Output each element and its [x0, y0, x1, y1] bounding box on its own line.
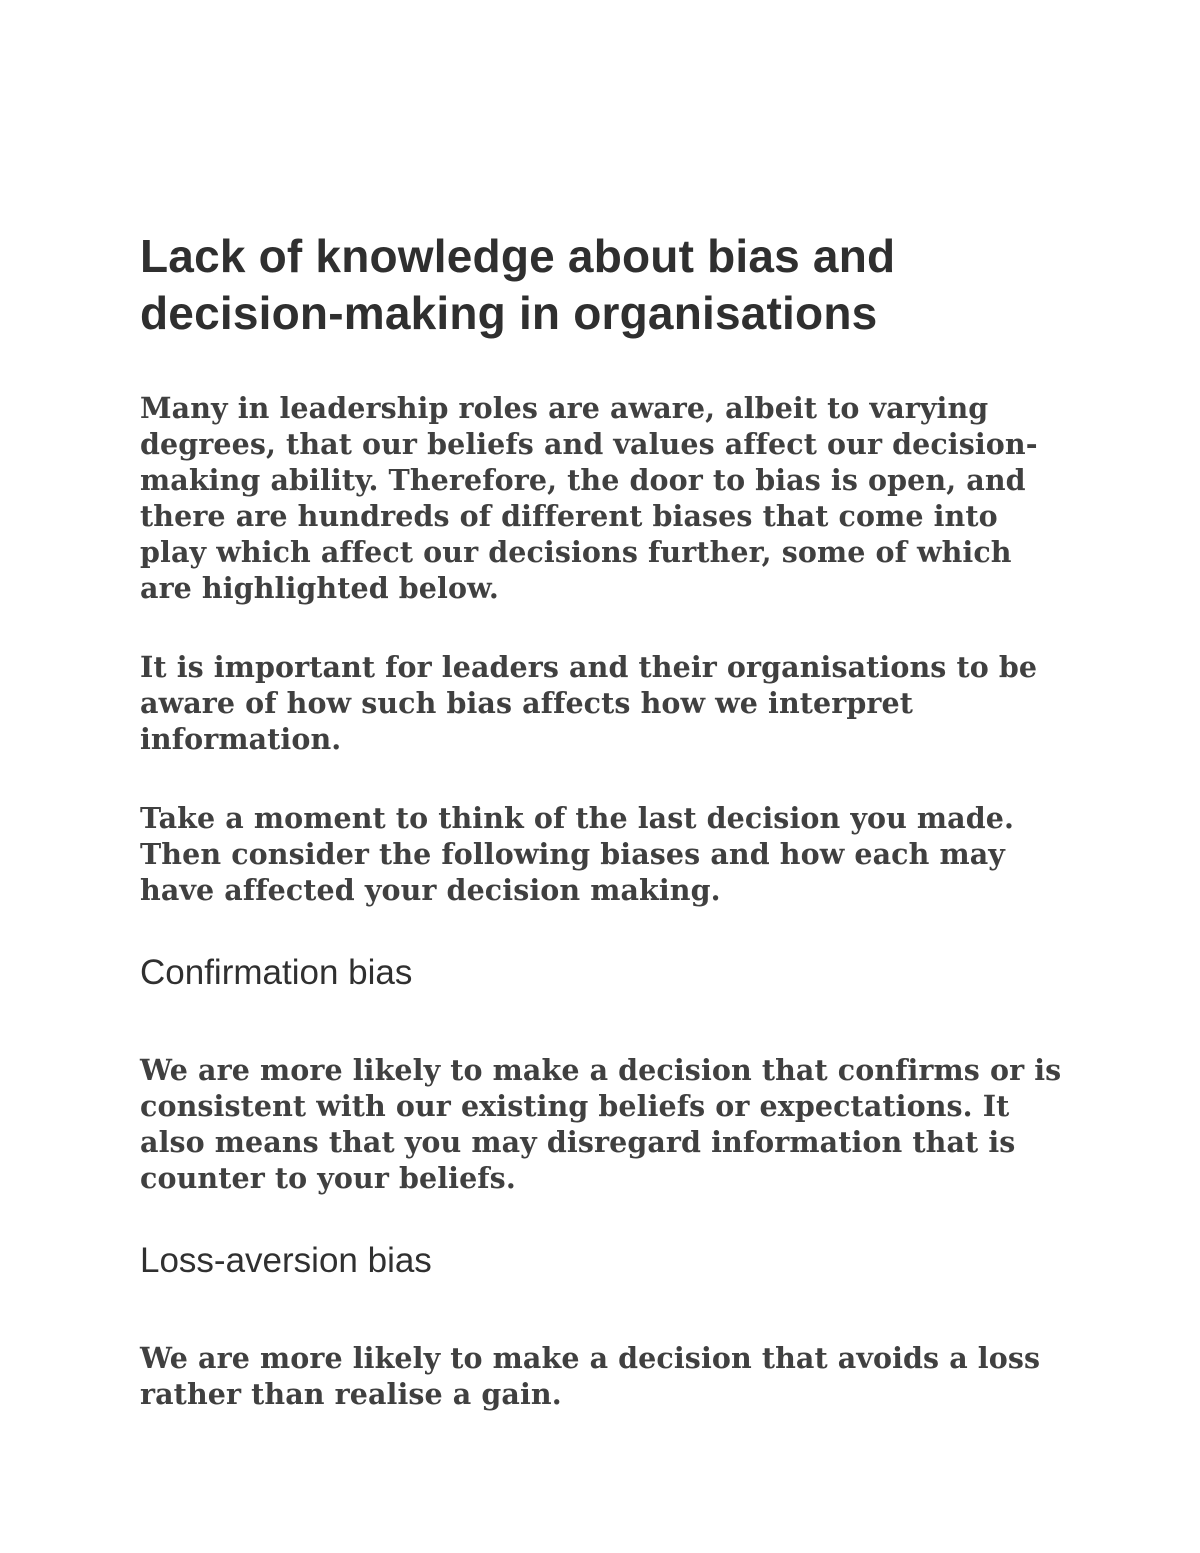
importance-paragraph: It is important for leaders and their organisations to be aware of how such bias affects how we interpret information. — [140, 650, 1038, 756]
intro-paragraph: Many in leadership roles are aware, albeit to varying degrees, that our beliefs and values affect our decision-making ability. Therefore, the door to bias is open, and there are hundreds of different biases that come into play which affect our decisions further, some of which are highlighted below. — [140, 391, 1038, 605]
loss-aversion-bias-text: We are more likely to make a decision that avoids a loss rather than realise a gain. — [140, 1341, 1041, 1411]
reflection-paragraph: Take a moment to think of the last decision you made. Then consider the following biases and how each may have affected your decision making. — [140, 801, 1015, 907]
document-body — [140, 228, 1070, 1455]
page-title: Lack of knowledge about bias and decision-making in organisations — [140, 230, 896, 339]
confirmation-bias-text: We are more likely to make a decision that confirms or is consistent with our existing beliefs or expectations. It also means that you may disregard information that is counter to your beliefs. — [140, 1053, 1062, 1195]
confirmation-bias-heading: Confirmation bias — [140, 953, 413, 992]
loss-aversion-bias-heading: Loss-aversion bias — [140, 1241, 432, 1280]
